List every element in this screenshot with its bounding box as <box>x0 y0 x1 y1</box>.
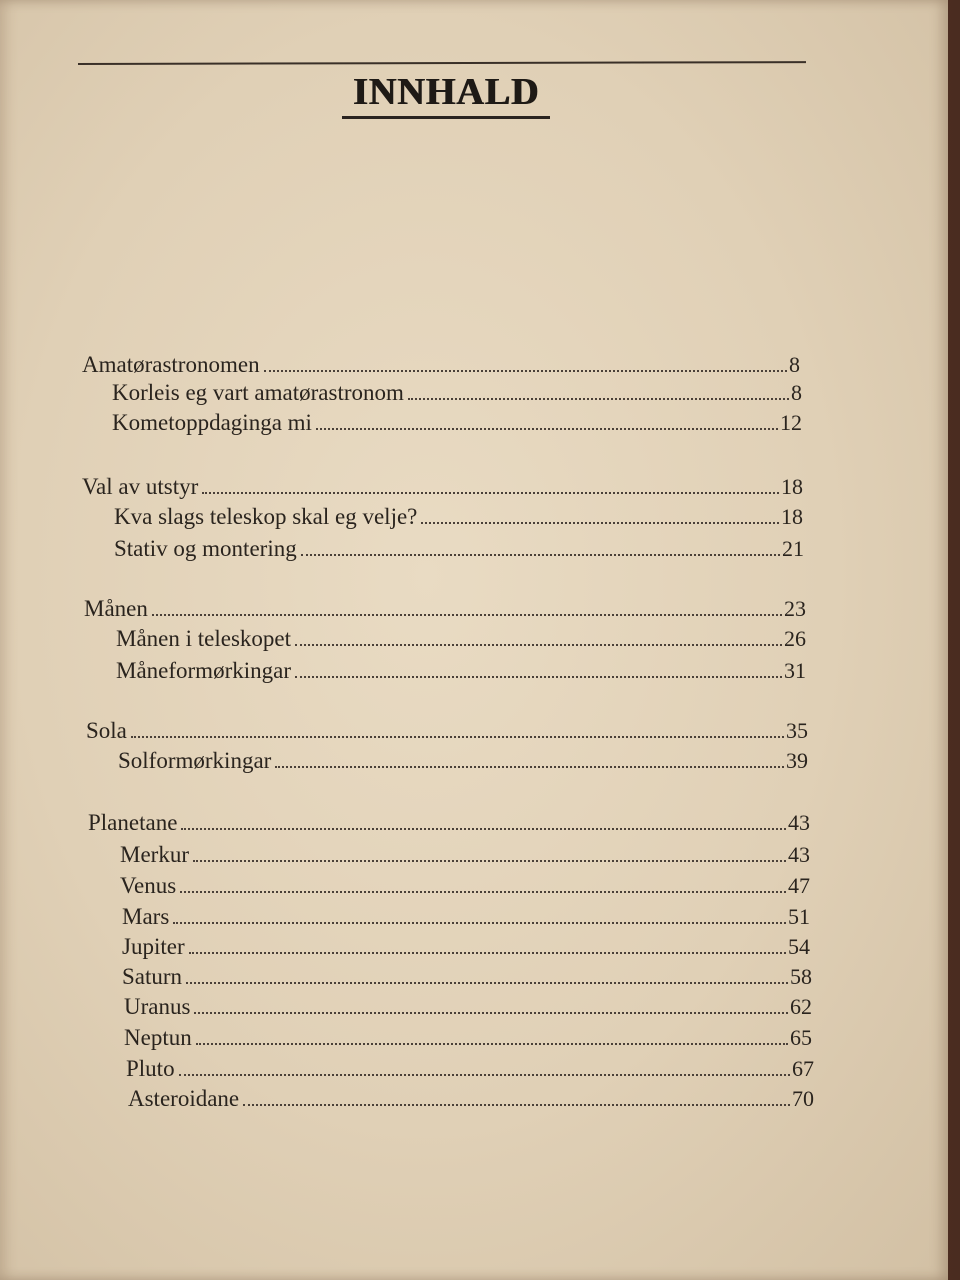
toc-page-number: 70 <box>792 1086 814 1111</box>
toc-page-number: 62 <box>790 994 812 1019</box>
dot-leader <box>173 922 786 924</box>
toc-page-number: 18 <box>781 474 803 499</box>
dot-leader <box>180 891 786 893</box>
toc-entry-label: Uranus <box>124 994 191 1019</box>
toc-page-number: 43 <box>788 810 810 835</box>
page-title: INNHALD <box>352 71 540 113</box>
toc-entry-label: Månen i teleskopet <box>116 626 292 651</box>
toc-page-number: 47 <box>788 873 810 898</box>
toc-subchapter-row <box>112 380 802 406</box>
dot-leader <box>186 982 788 984</box>
dot-leader <box>193 860 786 862</box>
toc-page-number: 54 <box>788 934 810 959</box>
toc-entry-label: Amatørastronomen <box>82 352 260 377</box>
toc-page-number: 26 <box>784 626 806 651</box>
toc-page-number: 65 <box>790 1025 812 1050</box>
dot-leader <box>295 676 782 678</box>
toc-subchapter-row <box>126 1056 814 1082</box>
toc-page-number: 18 <box>781 504 803 529</box>
toc-subchapter-row <box>116 626 806 652</box>
toc-entry-label: Måneformørkingar <box>116 658 291 683</box>
toc-page-number: 21 <box>782 536 804 561</box>
toc-page-number: 39 <box>786 748 808 773</box>
toc-page-number: 35 <box>786 718 808 743</box>
toc-subchapter-row <box>122 904 810 930</box>
dot-leader <box>421 522 779 524</box>
dot-leader <box>275 766 784 768</box>
toc-subchapter-row <box>114 504 803 530</box>
toc-entry-label: Saturn <box>122 964 183 989</box>
toc-entry-label: Pluto <box>126 1056 175 1081</box>
toc-entry-label: Stativ og montering <box>114 536 297 561</box>
toc-page-number: 8 <box>791 380 802 405</box>
dot-leader <box>295 644 782 646</box>
toc-page-number: 12 <box>780 410 802 435</box>
toc-entry-label: Merkur <box>120 842 189 867</box>
toc-entry-label: Neptun <box>124 1025 192 1050</box>
toc-entry-label: Mars <box>122 904 170 929</box>
dot-leader <box>301 554 780 556</box>
toc-page-number: 23 <box>784 596 806 621</box>
toc-page-number: 51 <box>788 904 810 929</box>
dot-leader <box>316 428 778 430</box>
toc-subchapter-row <box>114 536 804 562</box>
toc-page-number: 8 <box>789 352 800 377</box>
toc-entry-label: Månen <box>84 596 148 621</box>
toc-subchapter-row <box>124 1025 812 1051</box>
toc-chapter-row <box>88 810 810 836</box>
dot-leader <box>196 1043 788 1045</box>
toc-chapter-row <box>84 596 806 622</box>
toc-entry-label: Korleis eg vart amatørastronom <box>112 380 404 405</box>
toc-page-number: 43 <box>788 842 810 867</box>
toc-subchapter-row <box>124 994 812 1020</box>
toc-entry-label: Kometoppdaginga mi <box>112 410 312 435</box>
toc-subchapter-row <box>116 658 806 684</box>
toc-entry-label: Val av utstyr <box>82 474 199 499</box>
dot-leader <box>181 828 786 830</box>
toc-entry-label: Sola <box>86 718 127 743</box>
dot-leader <box>189 952 786 954</box>
dot-leader <box>131 736 784 738</box>
dot-leader <box>243 1104 790 1106</box>
toc-entry-label: Asteroidane <box>128 1086 240 1111</box>
toc-subchapter-row <box>120 873 810 899</box>
toc-subchapter-row <box>120 842 810 868</box>
toc-subchapter-row <box>122 934 810 960</box>
toc-chapter-row <box>82 352 800 378</box>
toc-chapter-row <box>86 718 808 744</box>
dot-leader <box>194 1012 788 1014</box>
dot-leader <box>179 1074 790 1076</box>
toc-entry-label: Solformørkingar <box>118 748 272 773</box>
toc-subchapter-row <box>112 410 802 436</box>
toc-page-number: 31 <box>784 658 806 683</box>
toc-entry-label: Venus <box>120 873 177 898</box>
toc-subchapter-row <box>122 964 812 990</box>
toc-entry-label: Jupiter <box>122 934 185 959</box>
dot-leader <box>202 492 779 494</box>
toc-page-number: 67 <box>792 1056 814 1081</box>
dot-leader <box>408 398 789 400</box>
toc-subchapter-row <box>128 1086 814 1112</box>
toc-chapter-row <box>82 474 803 500</box>
toc-entry-label: Kva slags teleskop skal eg velje? <box>114 504 418 529</box>
dot-leader <box>152 614 782 616</box>
toc-subchapter-row <box>118 748 808 774</box>
toc-page-number: 58 <box>790 964 812 989</box>
toc-entry-label: Planetane <box>88 810 178 835</box>
dot-leader <box>264 370 787 372</box>
